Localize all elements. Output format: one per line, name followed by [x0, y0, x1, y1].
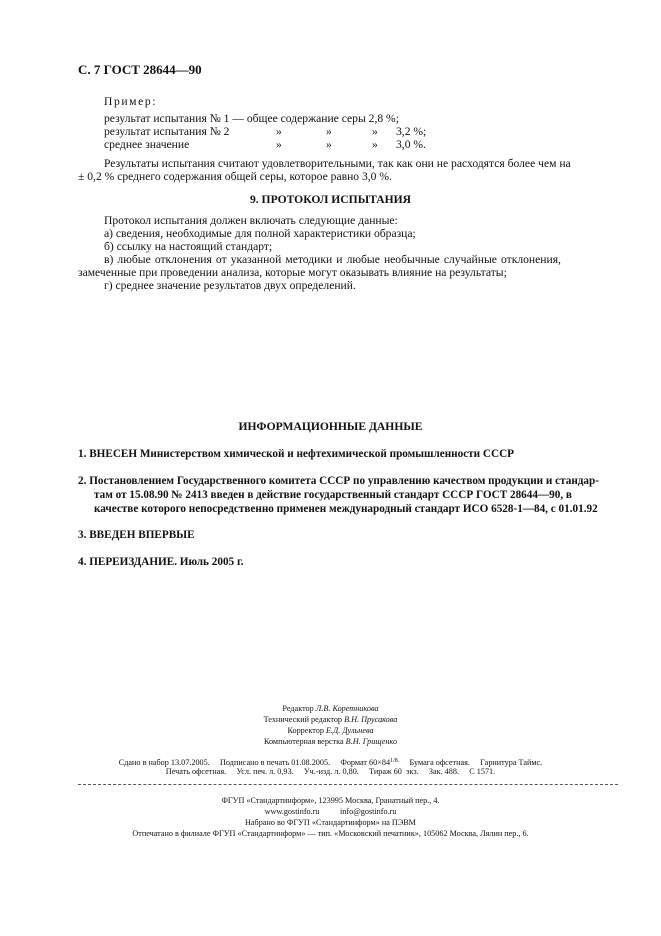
ditto-mark: » [326, 125, 332, 138]
example-row-value: 3,0 %. [396, 138, 426, 151]
example-row-name: результат испытания № 1 — общее содержание серы [104, 112, 366, 125]
section-9-item-b: б) ссылку на настоящий стандарт; [104, 240, 273, 253]
info-item-2-line-2: там от 15.08.90 № 2413 введен в действие государственный стандарт СССР ГОСТ 28644—90, в [94, 489, 572, 501]
publisher-line-3: Набрано во ФГУП «Стандартинформ» на ПЭВМ [245, 818, 416, 827]
ditto-mark: » [372, 125, 378, 138]
example-row-name: результат испытания № 2 [104, 125, 230, 138]
credit-editor [0, 704, 661, 714]
section-9-intro: Протокол испытания должен включать следующие данные: [104, 214, 398, 227]
info-item-2-line-1: 2. Постановлением Государственного комитета СССР по управлению качеством продукции и стандар- [78, 475, 599, 487]
ditto-mark: » [276, 125, 282, 138]
imprint-text: Сдано в набор 13.07.2005. Подписано в печать 01.08.2005. Формат 60×84 [118, 758, 391, 767]
credit-name: Л.В. Коретникова [315, 704, 379, 713]
example-row-value: 2,8 %; [368, 112, 399, 125]
page-header: С. 7 ГОСТ 28644—90 [78, 62, 202, 77]
publisher-site-link[interactable]: www.gostinfo.ru [264, 807, 320, 816]
section-9-item-g: г) среднее значение результатов двух определений. [104, 279, 356, 292]
conclusion-line-2: ± 0,2 % среднего содержания общей серы, которое равно 3,0 %. [78, 170, 392, 183]
publisher-email-link[interactable]: info@gostinfo.ru [340, 807, 397, 816]
credit-tech-editor [0, 715, 661, 725]
info-item-3: 3. ВВЕДЕН ВПЕРВЫЕ [78, 529, 195, 541]
example-row-name: среднее значение [104, 138, 190, 151]
example-label: Пример: [104, 95, 158, 108]
imprint-line-2: Печать офсетная. Усл. печ. л. 0,93. Уч.-изд. л. 0,80. Тираж 60 экз. Зак. 488. С 1571. [165, 767, 496, 776]
publisher-contacts [0, 807, 661, 817]
publisher-line-4: Отпечатано в филиале ФГУП «Стандартинформ» — тип. «Московский печатник», 105062 Москва, Лялин пер., 6. [132, 829, 529, 838]
format-fraction: 1/8. [390, 758, 400, 764]
info-item-4: 4. ПЕРЕИЗДАНИЕ. Июль 2005 г. [78, 556, 244, 568]
info-title: ИНФОРМАЦИОННЫЕ ДАННЫЕ [238, 420, 423, 433]
credit-name: В.Н. Грищенко [345, 737, 398, 746]
section-9-title: 9. ПРОТОКОЛ ИСПЫТАНИЯ [249, 193, 412, 206]
info-item-2-line-3: качестве которого непосредственно применен международный стандарт ИСО 6528-1—84, с 01.01.92 [94, 503, 598, 515]
credit-name: Е.Д. Дульнева [325, 726, 374, 735]
credit-label: Технический редактор [263, 715, 343, 724]
ditto-mark: » [276, 138, 282, 151]
info-item-1: 1. ВНЕСЕН Министерством химической и нефтехимической промышленности СССР [78, 448, 514, 460]
credit-corrector [0, 726, 661, 736]
credit-label: Компьютерная верстка [263, 737, 344, 746]
ditto-mark: » [326, 138, 332, 151]
credit-label: Корректор [287, 726, 324, 735]
imprint-text: Бумага офсетная. Гарнитура Таймс. [399, 758, 543, 767]
conclusion-line-1: Результаты испытания считают удовлетворительными, так как они не расходятся более чем на [104, 157, 571, 170]
credit-label: Редактор [282, 704, 314, 713]
example-row-value: 3,2 %; [396, 125, 427, 138]
section-9-item-v-line-1: в) любые отклонения от указанной методики и любые необычные случайные отклонения, [104, 253, 561, 266]
ditto-mark: » [372, 138, 378, 151]
example-row-1 [104, 112, 399, 125]
section-9-item-a: а) сведения, необходимые для полной характеристики образца; [104, 227, 416, 240]
credit-name: В.Н. Прусакова [344, 715, 398, 724]
publisher-line-1: ФГУП «Стандартинформ», 123995 Москва, Гранатный пер., 4. [221, 796, 440, 805]
section-9-item-v-line-2: замеченные при проведении анализа, которые могут оказывать влияние на результаты; [78, 266, 507, 279]
credit-layout [0, 737, 661, 747]
divider [78, 784, 618, 785]
